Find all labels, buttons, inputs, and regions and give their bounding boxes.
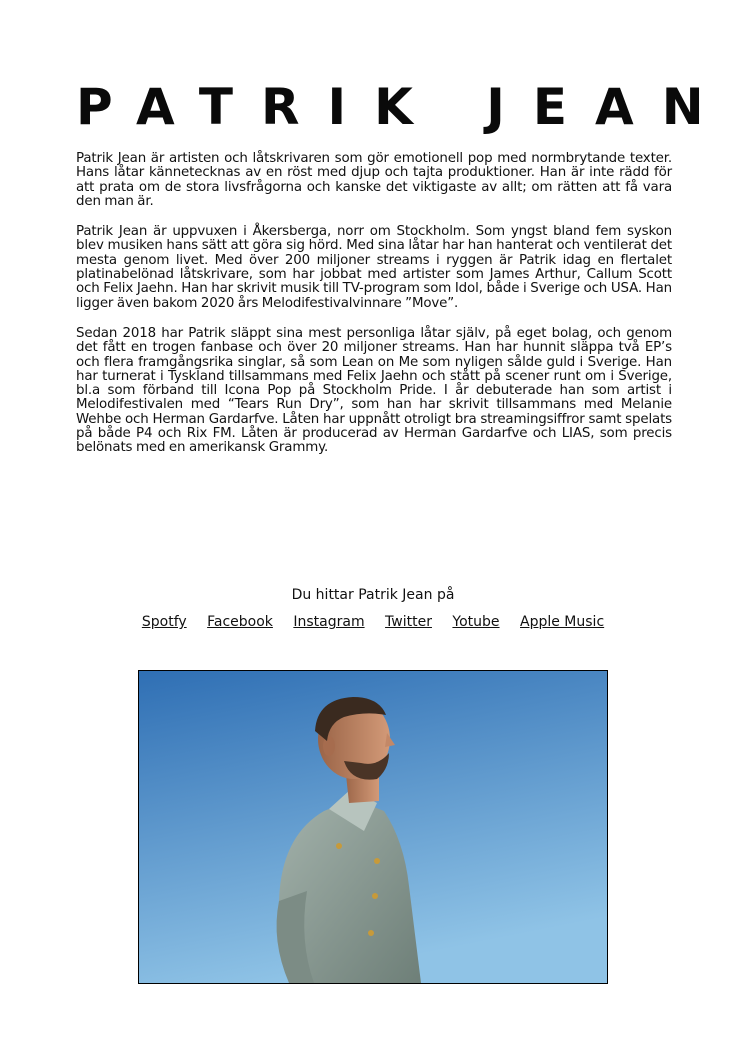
page-title: PATRIK JEAN [76, 78, 732, 136]
social-links [0, 613, 746, 631]
facebook-link[interactable]: Facebook [207, 614, 273, 630]
artist-photo-illustration [139, 671, 607, 983]
twitter-link[interactable]: Twitter [385, 614, 432, 630]
artist-photo [138, 670, 608, 984]
youtube-link[interactable]: Yotube [452, 614, 500, 630]
find-us-text: Du hittar Patrik Jean på [291, 587, 455, 603]
apple-music-link[interactable]: Apple Music [520, 614, 605, 630]
bio-paragraph-2: Patrik Jean är uppvuxen i Åkersberga, norr om Stockholm. Som yngst bland fem syskon blev musiken hans sätt att göra sig hörd. Med sina låtar har han hanterat och ventilerat det mesta genom livet. Med över 200 miljoner streams i ryggen är Patrik idag en flertalet platinabelönad låtskrivare, som har jobbat med artister som James Arthur, Callum Scott och Felix Jaehn. Han har skrivit musik till TV-program som Idol, både i Sverige och USA. Han ligger även bakom 2020 års Melodifestivalvinnare ”Move”. [76, 224, 672, 311]
bio-paragraph-3: Sedan 2018 har Patrik släppt sina mest personliga låtar själv, på eget bolag, och genom det fått en trogen fanbase och över 20 miljoner streams. Han har hunnit släppa två EP’s och flera framgångsrika singlar, så som Lean on Me som nyligen sålde guld i Sverige. Han har turnerat i Tyskland tillsammans med Felix Jaehn och stått på scener runt om i Sverige, bl.a som förband till Icona Pop på Stockholm Pride. I år debuterade han som artist i Melodifestivalen med “Tears Run Dry”, som han har skrivit tillsammans med Melanie Wehbe och Herman Gardarfve. Låten har uppnått otroligt bra streamingsiffror samt spelats på både P4 och Rix FM. Låten är producerad av Herman Gardarfve och LIAS, som precis belönats med en amerikansk Grammy. [76, 325, 672, 456]
instagram-link[interactable]: Instagram [293, 614, 365, 630]
spotify-link[interactable]: Spotfy [141, 614, 187, 630]
bio-text [76, 152, 672, 472]
bio-paragraph-1: Patrik Jean är artisten och låtskrivaren som gör emotionell pop med normbrytande texter. Hans låtar kännetecknas av en röst med djup och tajta produktioner. Han är inte rädd för att prata om de stora livsfrågorna och kanske det viktigaste av allt; om rätten att få vara den man är. [76, 151, 672, 209]
